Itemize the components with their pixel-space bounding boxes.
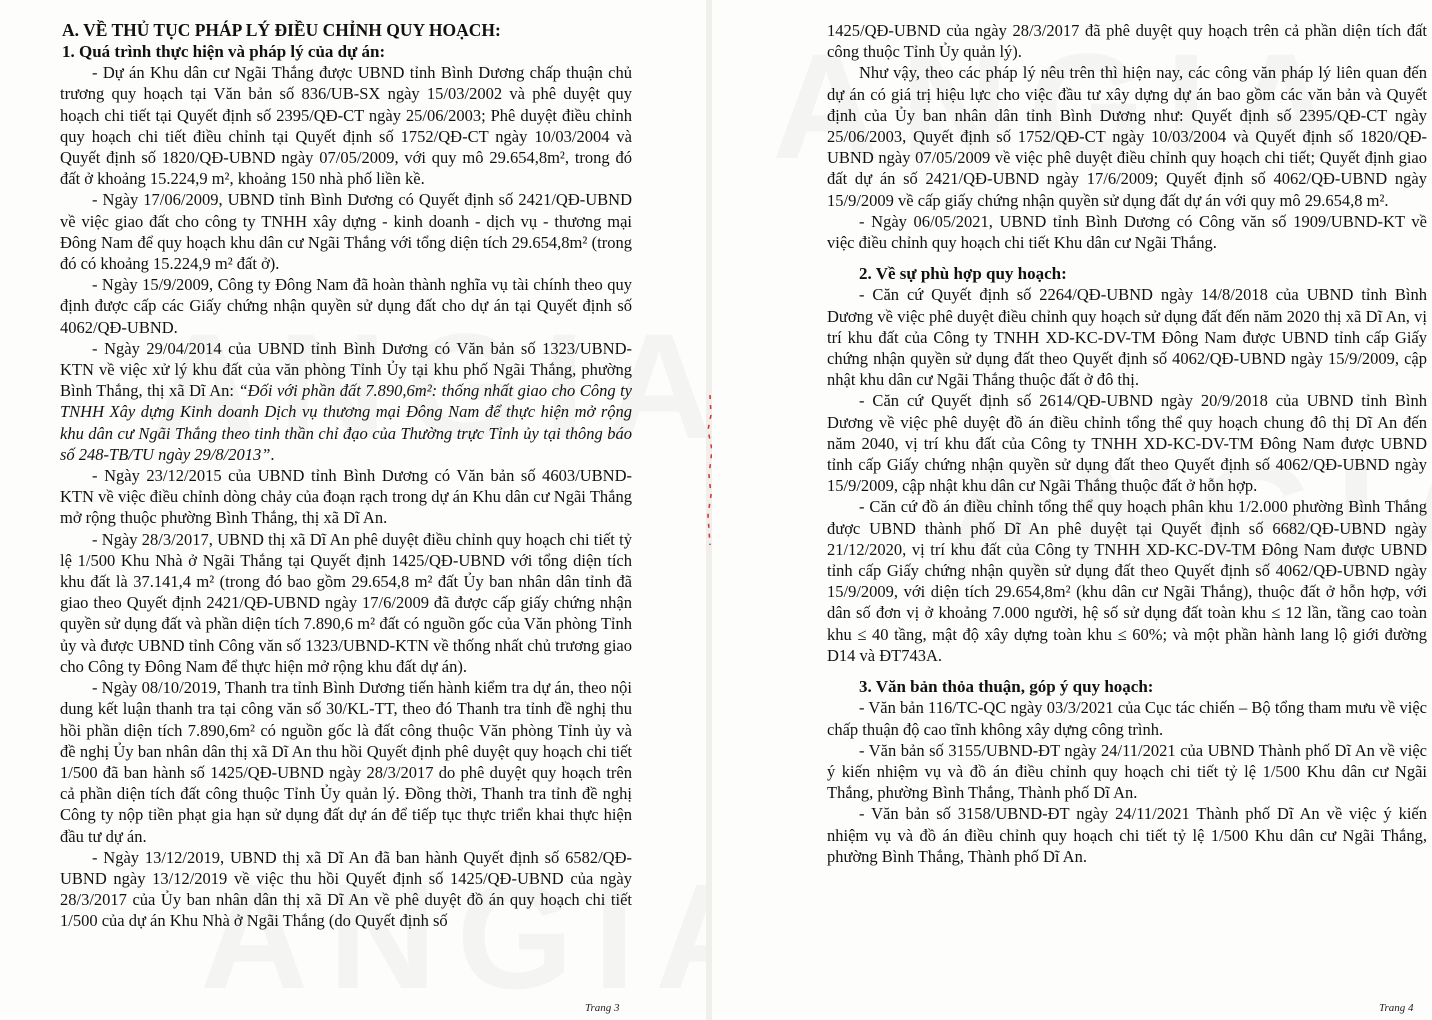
page-4-text	[827, 20, 1427, 867]
paragraph: - Văn bản số 3155/UBND-ĐT ngày 24/11/2021 của UBND Thành phố Dĩ An về việc ý kiến nhiệm vụ và đồ án điều chỉnh quy hoạch chi tiết tỷ lệ 1/500 Khu dân cư Ngãi Thắng, phường Bình Thắng, Thành phố Dĩ An.	[827, 740, 1427, 803]
paragraph: - Ngày 13/12/2019, UBND thị xã Dĩ An đã ban hành Quyết định số 6582/QĐ-UBND ngày 13/12/2019 về việc thu hồi Quyết định số 1425/QĐ-UBND của ngày 28/3/2017 của Ủy ban nhân dân thị xã Dĩ An về phê duyệt đồ án quy hoạch chi tiết 1/500 của dự án Khu Nhà ở Ngãi Thắng (do Quyết định số	[60, 847, 632, 931]
paragraph: - Căn cứ đồ án điều chỉnh tổng thể quy hoạch phân khu 1/2.000 phường Bình Thắng được UBND thành phố Dĩ An phê duyệt tại Quyết định số 6682/QĐ-UBND ngày 21/12/2020, vị trí khu đất của Công ty TNHH XD-KC-DV-TM Đông Nam được UBND tỉnh cấp Giấy chứng nhận quyền sử dụng đất theo Quyết định số 4062/QĐ-UBND ngày 15/9/2009, với diện tích 29.654,8m² (khu dân cư Ngãi Thắng), thuộc đất ở hỗn hợp, với dân số đơn vị ở khoảng 7.000 người, hệ số sử dụng đất toàn khu ≤ 12 lần, tầng cao toàn khu ≤ 40 tầng, mật độ xây dựng toàn khu ≤ 60%; và một phần hành lang lộ giới đường D14 và ĐT743A.	[827, 497, 1427, 665]
subsection-heading: 1. Quá trình thực hiện và pháp lý của dự án:	[62, 42, 386, 61]
paragraph: Như vậy, theo các pháp lý nêu trên thì hiện nay, các công văn pháp lý liên quan đến dự án có giá trị hiệu lực cho việc đầu tư xây dựng dự án bao gồm các văn bản và Quyết định của Ủy ban nhân dân tỉnh Bình Dương như: Quyết định số 2395/QĐ-CT ngày 25/06/2003, Quyết định số 1752/QĐ-CT ngày 10/03/2004 và Quyết định số 1820/QĐ-UBND ngày 07/05/2009 về việc phê duyệt điều chỉnh quy hoạch chi tiết; Quyết định giao đất dự án số 2421/QĐ-UBND ngày 17/6/2009; Quyết định số 4062/QĐ-UBND ngày 15/9/2009 về cấp giấy chứng nhận quyền sử dụng đất dự án với quy mô 29.654,8 m².	[827, 63, 1427, 210]
paragraph: - Ngày 17/06/2009, UBND tỉnh Bình Dương có Quyết định số 2421/QĐ-UBND về việc giao đất cho công ty TNHH xây dựng - kinh doanh - dịch vụ - thương mại Đông Nam để quy hoạch khu dân cư Ngãi Thắng với tổng diện tích 29.654,8m² (trong đó có khoảng 15.224,9 m² đất ở).	[60, 190, 632, 274]
paragraph: - Văn bản 116/TC-QC ngày 03/3/2021 của Cục tác chiến – Bộ tổng tham mưu về việc chấp thuận độ cao tĩnh không xây dựng công trình.	[827, 698, 1427, 739]
paragraph: - Căn cứ Quyết định số 2614/QĐ-UBND ngày 20/9/2018 của UBND tỉnh Bình Dương về việc phê duyệt đồ án điều chỉnh tổng thể quy hoạch chung đô thị Dĩ An đến năm 2040, vị trí khu đất của Công ty TNHH XD-KC-DV-TM Đông Nam được UBND tỉnh cấp Giấy chứng nhận quyền sử dụng đất theo Quyết định số 4062/QĐ-UBND ngày 15/9/2009, cập nhật khu dân cư Ngãi Thắng thuộc đất ở hỗn hợp.	[827, 391, 1427, 496]
paragraph: - Dự án Khu dân cư Ngãi Thắng được UBND tỉnh Bình Dương chấp thuận chủ trương quy hoạch tại Văn bản số 836/UB-SX ngày 15/03/2002 và phê duyệt quy hoạch chi tiết tại Quyết định số 2395/QĐ-CT ngày 25/06/2003; Phê duyệt điều chỉnh quy hoạch chi tiết điều chỉnh tại Quyết định số 1752/QĐ-CT ngày 10/03/2004 và Quyết định số 1820/QĐ-UBND ngày 07/05/2009, với quy mô 29.654,8m², trong đó đất ở khoảng 15.224,9 m², khoảng 150 nhà phố liền kề.	[60, 63, 632, 189]
paragraph: - Ngày 23/12/2015 của UBND tỉnh Bình Dương có Văn bản số 4603/UBND-KTN về việc điều chỉnh dòng chảy của đoạn rạch trong dự án Khu dân cư Ngãi Thắng mở rộng thuộc phường Bình Thắng, thị xã Dĩ An.	[60, 466, 632, 528]
subsection-heading: 2. Về sự phù hợp quy hoạch:	[859, 264, 1067, 284]
section-heading: A. VỀ THỦ TỤC PHÁP LÝ ĐIỀU CHỈNH QUY HOẠCH:	[62, 20, 501, 40]
page-number: Trang 3	[585, 1002, 620, 1014]
paragraph-end: .	[270, 444, 275, 464]
page-4	[712, 0, 1432, 1020]
paragraph: 1425/QĐ-UBND của ngày 28/3/2017 đã phê duyệt quy hoạch trên cả phần diện tích đất công thuộc Tỉnh Ủy quản lý).	[827, 21, 1427, 62]
paragraph: - Ngày 28/3/2017, UBND thị xã Dĩ An phê duyệt điều chỉnh quy hoạch chi tiết tỷ lệ 1/500 Khu Nhà ở Ngãi Thắng tại Quyết định 1425/QĐ-UBND với tổng diện tích khu đất là 37.141,4 m² (trong đó bao gồm 29.654,8 m² đất Ủy ban nhân dân tỉnh đã giao theo Quyết định 2421/QĐ-UBND ngày 17/6/2009 đã được cấp giấy chứng nhận quyền sử dụng đất và phần diện tích 7.890,6 m² đất có nguồn gốc của Văn phòng Tỉnh ủy và được UBND tỉnh Công văn số 1323/UBND-KTN về thống nhất chủ trương giao cho Công ty Đông Nam để thực hiện mở rộng khu đất dự án).	[60, 529, 632, 676]
paragraph: - Ngày 15/9/2009, Công ty Đông Nam đã hoàn thành nghĩa vụ tài chính theo quy định được cấp các Giấy chứng nhận quyền sử dụng đất cho dự án tại Quyết định số 4062/QĐ-UBND.	[60, 275, 632, 337]
paragraph: - Văn bản số 3158/UBND-ĐT ngày 24/11/2021 Thành phố Dĩ An về việc ý kiến nhiệm vụ và đồ án điều chỉnh quy hoạch chi tiết tỷ lệ 1/500 Khu dân cư Ngãi Thắng, phường Bình Thắng, Thành phố Dĩ An.	[827, 804, 1427, 866]
paragraph: - Ngày 08/10/2019, Thanh tra tỉnh Bình Dương tiến hành kiểm tra dự án, theo nội dung kết luận thanh tra tại công văn số 30/KL-TT, theo đó Thanh tra tỉnh đề nghị thu hồi phần diện tích 7.890,6m² có nguồn gốc là đất công thuộc Văn phòng Tỉnh ủy và đề nghị Ủy ban nhân dân thị xã Dĩ An thu hồi Quyết định phê duyệt quy hoạch chi tiết 1/500 đã ban hành số 1425/QĐ-UBND ngày 28/3/2017 do phê duyệt quy hoạch trên cả phần diện tích đất công thuộc Tỉnh Ủy quản lý. Đồng thời, Thanh tra tỉnh đề nghị Công ty nộp tiền phạt gia hạn sử dụng đất dự án để tiếp tục thực triển khai thực hiện đầu tư dự án.	[60, 678, 632, 846]
page-3	[0, 0, 708, 1020]
paragraph: - Ngày 06/05/2021, UBND tỉnh Bình Dương có Công văn số 1909/UBND-KT về việc điều chỉnh quy hoạch chi tiết Khu dân cư Ngãi Thắng.	[827, 211, 1427, 253]
paragraph-text: - Ngày 29/04/2014 của UBND tỉnh Bình Dương có Văn bản số 1323/UBND-KTN về việc xử lý khu đất của văn phòng Tỉnh Ủy tại khu phố Ngãi Thắng, phường Bình Thắng, thị xã Dĩ An:	[60, 338, 632, 401]
subsection-heading: 3. Văn bản thỏa thuận, góp ý quy hoạch:	[859, 677, 1154, 697]
paragraph: - Căn cứ Quyết định số 2264/QĐ-UBND ngày 14/8/2018 của UBND tỉnh Bình Dương về việc phê duyệt điều chỉnh quy hoạch sử dụng đất đến năm 2020 thị xã Dĩ An, vị trí khu đất của Công ty TNHH XD-KC-DV-TM Đông Nam được UBND tỉnh cấp Giấy chứng nhận quyền sử dụng đất theo Quyết định số 4062/QĐ-UBND ngày 15/9/2009, cập nhật khu dân cư Ngãi Thắng thuộc đất ở đô thị.	[827, 285, 1427, 390]
page-number: Trang 4	[1379, 1002, 1414, 1014]
page-3-text	[60, 20, 632, 932]
quote-text: “Đối với phần đất 7.890,6m²: thống nhất giao cho Công ty TNHH Xây dựng Kinh doanh Dịch vụ thương mại Đông Nam để thực hiện mở rộng khu dân cư Ngãi Thắng theo tinh thần chỉ đạo của Thường trực Tỉnh ủy tại thông báo số 248-TB/TU ngày 29/8/2013”	[60, 381, 632, 464]
paragraph	[60, 338, 632, 465]
